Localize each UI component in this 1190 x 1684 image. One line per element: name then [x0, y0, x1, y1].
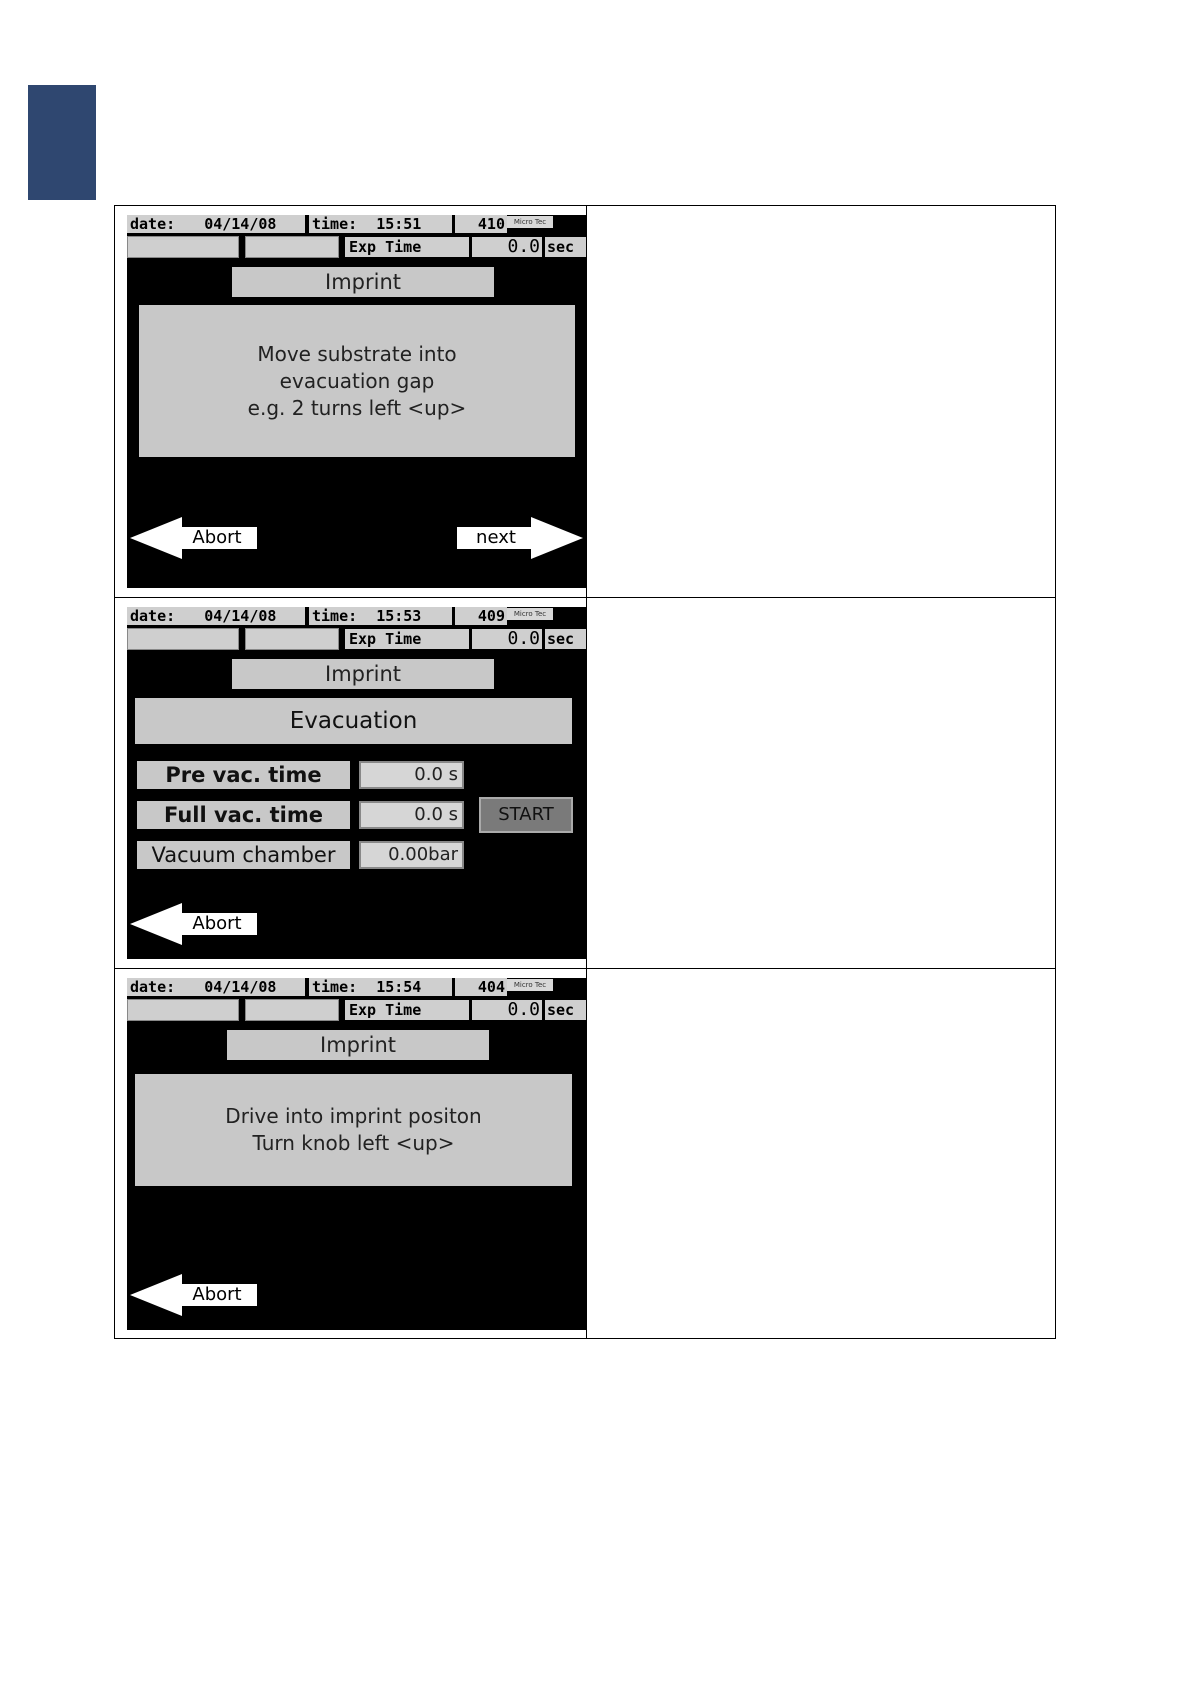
date-label: date:: [130, 607, 176, 625]
brand-logo: Micro Tec: [507, 979, 553, 991]
brand-logo: Micro Tec: [507, 216, 553, 228]
date-label: date:: [130, 215, 176, 233]
exp-time-value: 0.0: [472, 629, 542, 649]
date-label: date:: [130, 978, 176, 996]
evacuation-heading: Evacuation: [135, 698, 572, 744]
screen-title: Imprint: [232, 659, 494, 689]
brand-logo: Micro Tec: [507, 608, 553, 620]
start-button[interactable]: START: [479, 797, 573, 833]
table-row: [115, 598, 1056, 969]
status-field-2: [245, 628, 339, 650]
counter-display: 409: [455, 607, 507, 625]
exp-time-unit: sec: [545, 237, 586, 257]
instruction-message: [139, 305, 575, 457]
screenshot-cell: [115, 206, 587, 598]
full-vac-time-value[interactable]: 0.0 s: [359, 801, 464, 829]
section-tab-marker: [28, 85, 96, 200]
table-row: [115, 206, 1056, 598]
exp-time-value: 0.0: [472, 237, 542, 257]
arrow-left-icon[interactable]: [130, 903, 182, 945]
hmi-screen-move-substrate: [127, 215, 586, 588]
abort-button[interactable]: Abort: [177, 527, 257, 549]
table-row: [115, 969, 1056, 1339]
abort-button[interactable]: Abort: [177, 1284, 257, 1306]
arrow-left-icon[interactable]: [130, 1274, 182, 1316]
exp-time-label: Exp Time: [345, 1000, 469, 1020]
screenshot-cell: [115, 969, 587, 1339]
status-field-2: [245, 236, 339, 258]
message-line: evacuation gap: [279, 368, 435, 393]
time-display: [309, 215, 452, 233]
arrow-right-icon[interactable]: [531, 517, 583, 559]
counter-display: 410: [455, 215, 507, 233]
time-label: time:: [312, 215, 358, 233]
vacuum-chamber-label: Vacuum chamber: [137, 841, 350, 869]
message-line: e.g. 2 turns left <up>: [247, 395, 467, 420]
hmi-screen-evacuation: [127, 607, 586, 959]
arrow-left-icon[interactable]: [130, 517, 182, 559]
date-value: 04/14/08: [204, 607, 277, 625]
status-field-1: [127, 628, 239, 650]
time-label: time:: [312, 978, 358, 996]
time-display: [309, 607, 452, 625]
abort-button[interactable]: Abort: [177, 913, 257, 935]
time-value: 15:53: [376, 607, 422, 625]
status-field-1: [127, 236, 239, 258]
notes-cell: [587, 206, 1056, 598]
time-value: 15:51: [376, 215, 422, 233]
next-button[interactable]: next: [457, 527, 535, 549]
vacuum-chamber-value: 0.00bar: [359, 841, 464, 869]
exp-time-unit: sec: [545, 629, 586, 649]
date-display: [127, 215, 305, 233]
notes-cell: [587, 969, 1056, 1339]
date-display: [127, 978, 305, 996]
time-label: time:: [312, 607, 358, 625]
date-value: 04/14/08: [204, 978, 277, 996]
pre-vac-time-value[interactable]: 0.0 s: [359, 761, 464, 789]
screenshot-cell: [115, 598, 587, 969]
instruction-message: [135, 1074, 572, 1186]
full-vac-time-label: Full vac. time: [137, 801, 350, 829]
hmi-screen-imprint-position: [127, 978, 586, 1330]
exp-time-unit: sec: [545, 1000, 586, 1020]
time-display: [309, 978, 452, 996]
screen-title: Imprint: [227, 1030, 489, 1060]
exp-time-label: Exp Time: [345, 237, 469, 257]
exp-time-label: Exp Time: [345, 629, 469, 649]
date-display: [127, 607, 305, 625]
message-line: Turn knob left <up>: [252, 1131, 455, 1155]
notes-cell: [587, 598, 1056, 969]
exp-time-value: 0.0: [472, 1000, 542, 1020]
counter-display: 404: [455, 978, 507, 996]
date-value: 04/14/08: [204, 215, 277, 233]
screen-title: Imprint: [232, 267, 494, 297]
status-field-1: [127, 999, 239, 1021]
time-value: 15:54: [376, 978, 422, 996]
message-line: Drive into imprint positon: [225, 1104, 482, 1128]
status-field-2: [245, 999, 339, 1021]
screen-table: [114, 205, 1056, 1339]
message-line: Move substrate into: [257, 341, 457, 366]
pre-vac-time-label: Pre vac. time: [137, 761, 350, 789]
